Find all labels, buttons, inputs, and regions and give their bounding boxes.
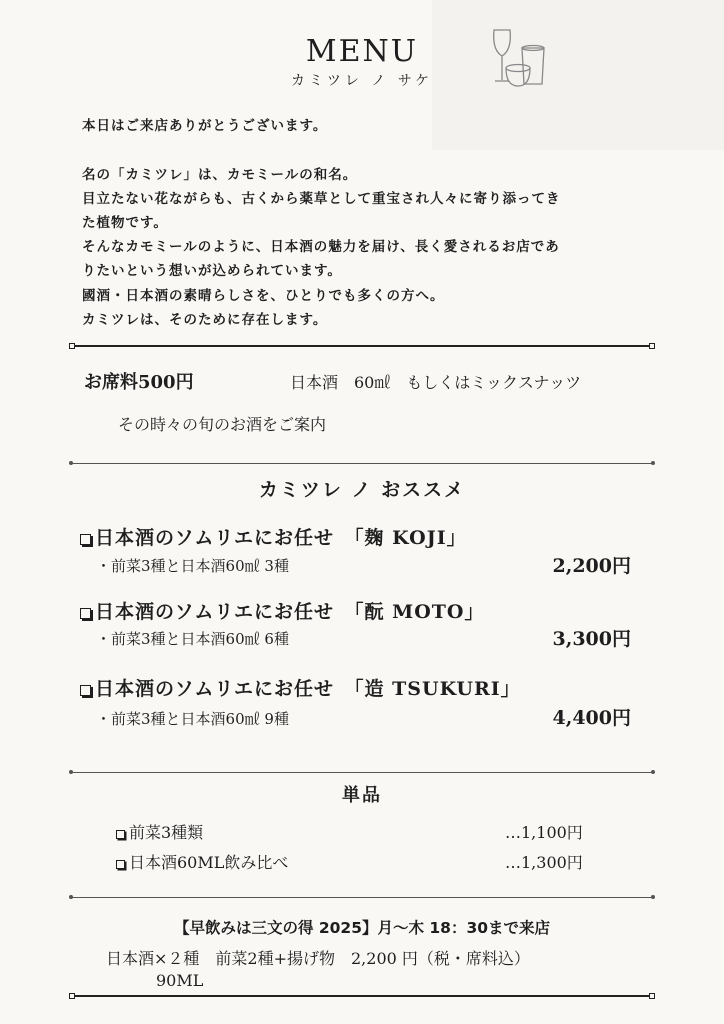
section-divider bbox=[72, 463, 652, 464]
recommend-item-title bbox=[80, 597, 484, 624]
recommend-item-title-text: 日本酒のソムリエにお任せ 「酛 MOTO」 bbox=[95, 601, 485, 623]
menu-title: MENU bbox=[305, 34, 419, 69]
checkbox-square-icon bbox=[116, 860, 125, 869]
section-divider bbox=[72, 897, 652, 898]
recommend-item-price: 3,300円 bbox=[552, 628, 631, 650]
intro-line: 名の「カミツレ」は、カモミールの和名。 bbox=[82, 167, 358, 183]
recommend-item-price: 2,200円 bbox=[552, 555, 631, 577]
single-item-name bbox=[116, 850, 288, 873]
single-item-price: …1,300円 bbox=[505, 853, 583, 872]
recommend-item-title bbox=[80, 674, 521, 701]
checkbox-square-icon bbox=[80, 685, 91, 696]
menu-subtitle: カミツレ ノ サケ bbox=[290, 73, 434, 89]
cover-charge-label: お席料500円 bbox=[84, 372, 194, 393]
recommend-item-title-text: 日本酒のソムリエにお任せ 「麹 KOJI」 bbox=[95, 527, 467, 549]
single-item-name bbox=[116, 820, 203, 843]
checkbox-square-icon bbox=[80, 608, 91, 619]
section-divider bbox=[72, 772, 652, 773]
single-item-price: …1,100円 bbox=[505, 823, 583, 842]
recommend-item-price: 4,400円 bbox=[552, 707, 631, 729]
promo-text: 日本酒×２種 前菜2種+揚げ物 2,200 円（税・席料込） bbox=[106, 949, 530, 968]
recommend-item-desc: ・前菜3種と日本酒60㎖ 9種 bbox=[96, 710, 289, 728]
intro-line: 本日はご来店ありがとうございます。 bbox=[82, 118, 328, 134]
single-item-name-text: 前菜3種類 bbox=[129, 823, 204, 842]
promo-title: 【早飲みは三文の得 2025】月～木 18：30まで来店 bbox=[173, 919, 551, 937]
recommend-item-desc: ・前菜3種と日本酒60㎖ 3種 bbox=[96, 557, 289, 575]
cover-charge-detail: 日本酒 60㎖ もしくはミックスナッツ bbox=[290, 373, 582, 392]
intro-line: た植物です。 bbox=[82, 215, 168, 231]
wine-and-sake-glasses-icon bbox=[486, 26, 550, 90]
promo-ml: 90ML bbox=[156, 971, 204, 990]
checkbox-square-icon bbox=[116, 830, 125, 839]
intro-line: そんなカモミールのように、日本酒の魅力を届け、長く愛されるお店であ bbox=[82, 239, 560, 255]
recommend-item-desc: ・前菜3種と日本酒60㎖ 6種 bbox=[96, 630, 289, 648]
recommend-title: カミツレ ノ おススメ bbox=[258, 479, 466, 501]
recommend-item-title-text: 日本酒のソムリエにお任せ 「造 TSUKURI」 bbox=[95, 678, 521, 700]
recommend-item-title bbox=[80, 523, 467, 550]
intro-line: 目立たない花ながらも、古くから薬草として重宝され人々に寄り添ってき bbox=[82, 191, 561, 207]
intro-line: りたいという想いが込められています。 bbox=[82, 263, 342, 279]
intro-line: カミツレは、そのために存在します。 bbox=[82, 312, 328, 328]
section-divider bbox=[72, 995, 652, 997]
cover-charge-note: その時々の旬のお酒をご案内 bbox=[118, 415, 327, 434]
checkbox-square-icon bbox=[80, 534, 91, 545]
single-title: 単品 bbox=[342, 785, 382, 806]
single-item-name-text: 日本酒60ML飲み比べ bbox=[129, 853, 289, 872]
section-divider bbox=[72, 345, 652, 347]
intro-line: 國酒・日本酒の素晴らしさを、ひとりでも多くの方へ。 bbox=[82, 288, 445, 304]
